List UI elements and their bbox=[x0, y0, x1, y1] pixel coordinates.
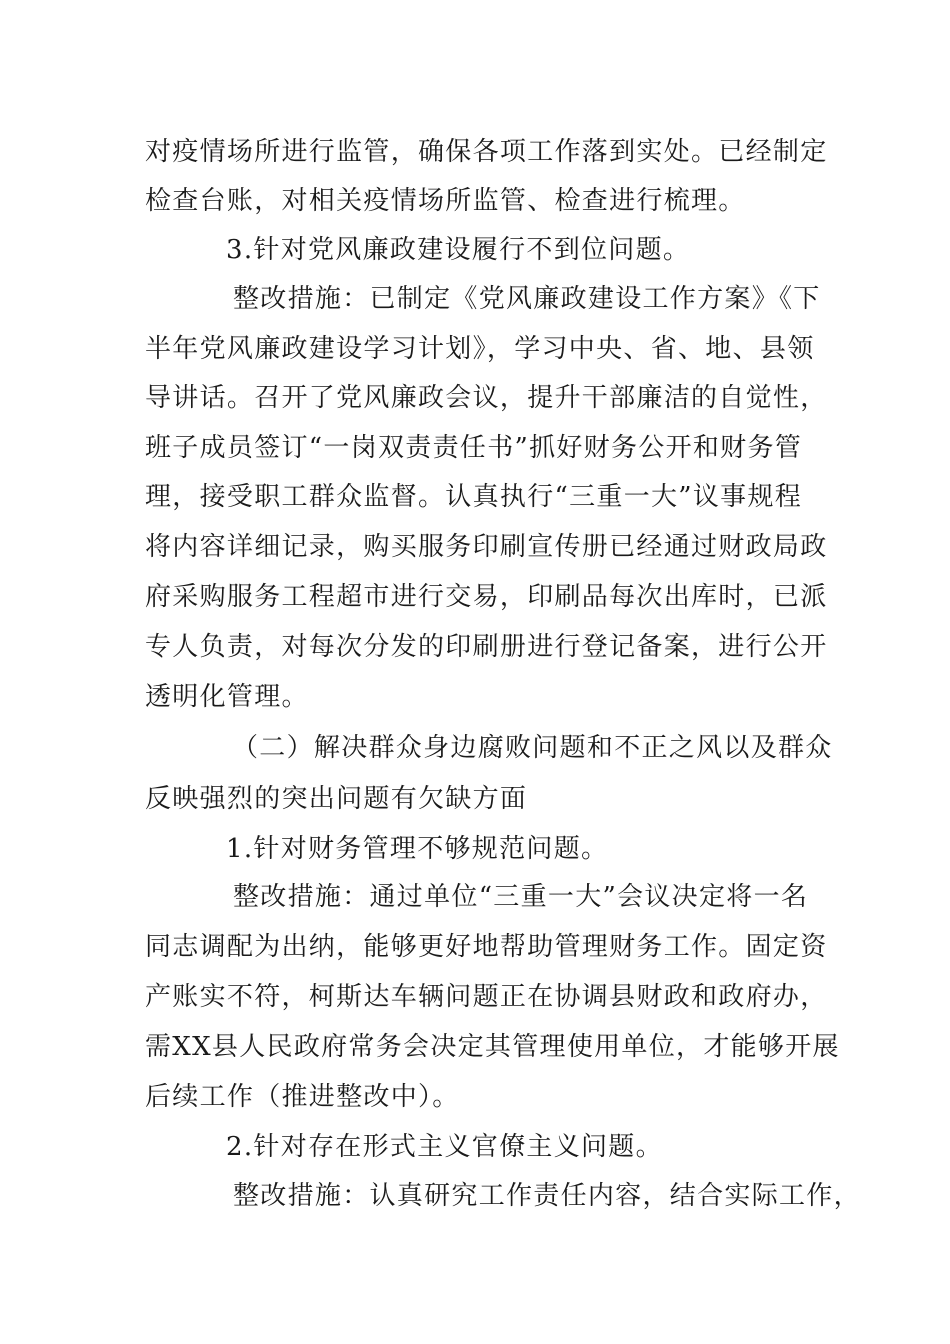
body-text-line: 同志调配为出纳，能够更好地帮助管理财务工作。固定资 bbox=[145, 932, 828, 962]
section-heading: 1.针对财务管理不够规范问题。 bbox=[226, 834, 609, 864]
body-text-line: 半年党风廉政建设学习计划》，学习中央、省、地、县领 bbox=[145, 334, 815, 364]
body-text-line: 专人负责，对每次分发的印刷册进行登记备案，进行公开 bbox=[145, 632, 828, 662]
body-text-line: 府采购服务工程超市进行交易，印刷品每次出库时，已派 bbox=[145, 582, 828, 612]
measure-paragraph-start: 整改措施：已制定《党风廉政建设工作方案》《下 bbox=[233, 284, 821, 314]
body-text-line: 产账实不符，柯斯达车辆问题正在协调县财政和政府办， bbox=[145, 982, 828, 1012]
subsection-heading-continued: 反映强烈的突出问题有欠缺方面 bbox=[145, 784, 528, 814]
body-text-line: 导讲话。召开了党风廉政会议，提升干部廉洁的自觉性， bbox=[145, 383, 828, 413]
body-text-line: 检查台账，对相关疫情场所监管、检查进行梳理。 bbox=[145, 186, 746, 216]
body-text-line: 理，接受职工群众监督。认真执行“三重一大”议事规程 bbox=[145, 482, 803, 512]
body-text-line: 对疫情场所进行监管，确保各项工作落到实处。已经制定 bbox=[145, 137, 828, 167]
subsection-heading: （二）解决群众身边腐败问题和不正之风以及群众 bbox=[232, 733, 833, 763]
section-heading: 2.针对存在形式主义官僚主义问题。 bbox=[226, 1132, 663, 1162]
body-text-line: 需XX县人民政府常务会决定其管理使用单位，才能够开展 bbox=[145, 1032, 840, 1062]
body-text-line: 后续工作（推进整改中）。 bbox=[145, 1082, 460, 1112]
body-text-line: 将内容详细记录，购买服务印刷宣传册已经通过财政局政 bbox=[145, 532, 828, 562]
body-text-line: 班子成员签订“一岗双责责任书”抓好财务公开和财务管 bbox=[145, 433, 803, 463]
section-heading: 3.针对党风廉政建设履行不到位问题。 bbox=[226, 235, 691, 265]
measure-paragraph-start: 整改措施：认真研究工作责任内容，结合实际工作， bbox=[233, 1181, 861, 1211]
measure-paragraph-start: 整改措施：通过单位“三重一大”会议决定将一名 bbox=[233, 882, 809, 912]
body-text-line: 透明化管理。 bbox=[145, 682, 309, 712]
